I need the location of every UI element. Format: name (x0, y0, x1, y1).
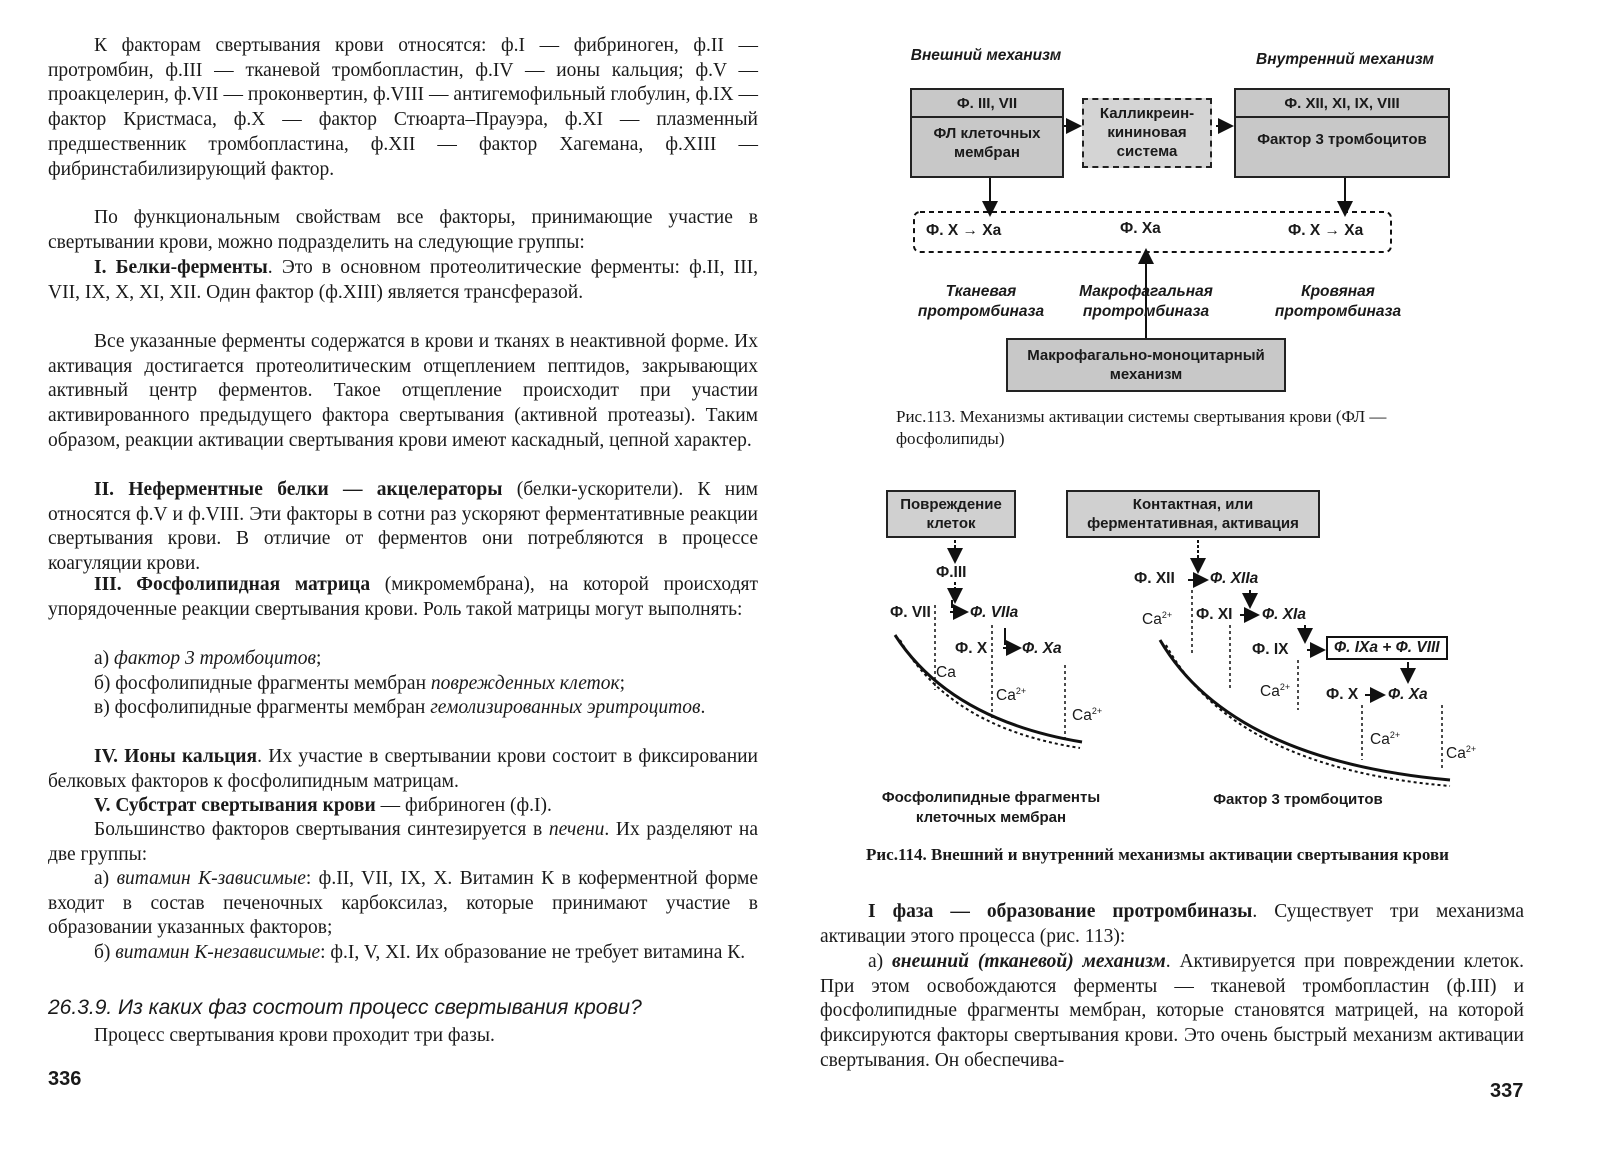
complex-box: Ф. IXa + Ф. VIII (1326, 636, 1448, 660)
fxa-right-114: Ф. Xa (1388, 686, 1428, 703)
fx-left-label: Ф. X → Xa (926, 222, 1002, 239)
phase-one-heading: I фаза — образование протромбиназы (868, 901, 1253, 922)
liver-suffix: . Их разделяют на две группы: (48, 819, 758, 865)
matrix-item-c (48, 696, 758, 721)
vk-indep-text: : ф.I, V, XI. Их образование не требует витамина К. (320, 942, 746, 963)
box-external-bottom: ФЛ клеточных мембран (933, 125, 1041, 161)
paragraph-liver (48, 818, 758, 867)
item-c-prefix: в) фосфолипидные фрагменты мембран (94, 697, 431, 718)
blood-prothrombinase-label: Кровяная протромбиназа (1274, 283, 1402, 320)
figure-113-caption: Рис.113. Механизмы активации системы свертывания крови (ФЛ — фосфолипиды) (896, 407, 1387, 448)
group-enzymes-text: . Это в основном протеолитические ферменты: ф.II, III, VII, IX, X, XI, XII. Один фактор (ф.XIII) является трансферазой. (48, 257, 758, 303)
figure-114-caption: Рис.114. Внешний и внутренний механизмы активации свертывания крови (866, 845, 1449, 864)
group-calcium-text: . Их участие в свертывании крови состоит в фиксировании белковых факторов к фосфолипидным матрицам. (48, 746, 758, 792)
group-calcium-heading: IV. Ионы кальция (94, 746, 258, 767)
page-number-right: 337 (1490, 1080, 1524, 1102)
ca-label: Ca (936, 664, 956, 681)
ca-label: $Ca^{2+}$ (1142, 610, 1173, 629)
group-calcium (48, 745, 758, 794)
platelet-factor3-label: Фактор 3 тромбоцитов (1213, 791, 1383, 808)
box-cell-damage: Повреждение клеток (886, 490, 1016, 538)
matrix-item-a (48, 647, 758, 672)
fxa-left-114: Ф. Xa (1022, 640, 1062, 657)
box-internal-top: Ф. XII, XI, IX, VIII (1236, 90, 1448, 118)
fx-left-114: Ф. X (955, 640, 988, 657)
item-b-suffix: ; (619, 673, 626, 694)
mech-italic: внешний (тканевой) механизм (892, 951, 1166, 972)
group-matrix (48, 573, 758, 622)
external-mechanism-title: Внешний механизм (910, 47, 1062, 64)
box-macrophage-mechanism: Макрофагально-моноцитарный механизм (1006, 338, 1286, 392)
page-number-left: 336 (48, 1068, 82, 1090)
f12-label: Ф. XII (1134, 570, 1175, 587)
group-substrate-text: — фибриноген (ф.I). (375, 795, 552, 816)
paragraph-activation: Все указанные ферменты содержатся в крови и тканях в неактивной форме. Их активация достигается протеолитическим отщеплением пептидов, закрывающих активный центр ферментов. Такое отщепление происходит при участии активированного предыдущего фактора свертывания (активной протеазы). Таким образом, реакции активации свертывания крови имеют каскадный, цепной характер. (48, 331, 758, 451)
ca-label: $Ca^{2+}$ (1260, 682, 1291, 701)
tissue-prothrombinase-label: Тканевая протромбиназа (917, 283, 1045, 320)
ca-label: $Ca^{2+}$ (996, 686, 1027, 705)
fx-right-label: Ф. X → Xa (1288, 222, 1364, 239)
vitamin-k-independent (48, 941, 758, 966)
macrophage-prothrombinase-label: Макрофагальная протромбиназа (1079, 283, 1213, 320)
external-mechanism-paragraph (820, 950, 1524, 1074)
item-c-suffix: . (700, 697, 706, 718)
phase-one-text: . Существует три механизма активации этого процесса (рис. 113): (820, 901, 1524, 947)
vitamin-k-dependent (48, 867, 758, 941)
box-kallikrein: Калликреин-кининовая система (1082, 98, 1212, 168)
item-a-italic: фактор 3 тромбоцитов (114, 648, 316, 669)
vk-dep-text: : ф.II, VII, IX, X. Витамин К в коферментной форме входит в состав печеночных карбоксилаз, которые принимают участие в образовании указанных факторов; (48, 868, 758, 939)
box-internal-bottom: Фактор 3 тромбоцитов (1257, 131, 1427, 148)
phase-one-paragraph (820, 900, 1524, 949)
item-b-italic: поврежденных клеток (430, 673, 620, 694)
vk-dep-prefix: а) (94, 868, 117, 889)
item-a-suffix: ; (315, 648, 322, 669)
f12a-label: Ф. XIIa (1210, 570, 1259, 587)
paragraph-three-phases: Процесс свертывания крови проходит три фазы. (94, 1025, 495, 1046)
right-page (810, 0, 1600, 1154)
group-matrix-text: (микромембрана), на которой происходят упорядоченные реакции свертывания крови. Роль такой матрицы могут выполнять: (48, 574, 758, 620)
mech-text: . Активируется при повреждении клеток. При этом освобождаются ферменты — тканевой тромбопластин (ф.III) и фосфолипидные фрагменты мембран, которые становятся матрицей, на которой фиксируются факторы свертывания крови. Это очень быстрый механизм активации свертывания. Он обеспечива- (820, 951, 1524, 1071)
f3-label: Ф.III (936, 564, 967, 581)
f7a-label: Ф. VIIa (970, 604, 1019, 621)
item-a-prefix: а) (94, 648, 115, 669)
ca-label: $Ca^{2+}$ (1072, 706, 1103, 725)
vk-indep-italic: витамин К-независимые (115, 942, 321, 963)
item-c-italic: гемолизированных эритроцитов (430, 697, 701, 718)
group-enzymes (48, 256, 758, 305)
group-substrate (48, 794, 758, 819)
group-accelerators-heading: II. Неферментные белки — акцелераторы (94, 479, 503, 500)
section-question-heading: 26.3.9. Из каких фаз состоит процесс свертывания крови? (48, 996, 642, 1019)
f11-label: Ф. XI (1196, 606, 1233, 623)
liver-italic: печени (548, 819, 605, 840)
paragraph-groups-intro: По функциональным свойствам все факторы, принимающие участие в свертывании крови, можно подразделить на следующие группы: (48, 207, 758, 253)
group-enzymes-heading: I. Белки-ферменты (94, 257, 268, 278)
box-external-top: Ф. III, VII (912, 90, 1062, 118)
group-accelerators-text: (белки-ускорители). К ним относятся ф.V и ф.VIII. Эти факторы в сотни раз ускоряют ферментативные реакции свертывания крови. В отличие от ферментов они потребляются в процессе коагуляции крови. (48, 479, 758, 575)
f7-label: Ф. VII (890, 604, 931, 621)
phospholipid-fragments-label: Фосфолипидные фрагменты клеточных мембран (881, 789, 1101, 826)
f9-label: Ф. IX (1252, 641, 1289, 658)
box-internal (1234, 88, 1450, 178)
group-accelerators (48, 478, 758, 577)
group-matrix-heading: III. Фосфолипидная матрица (94, 574, 371, 595)
ca-label: $Ca^{2+}$ (1446, 744, 1477, 763)
box-external (910, 88, 1064, 178)
item-b-prefix: б) фосфолипидные фрагменты мембран (94, 673, 431, 694)
internal-mechanism-title: Внутренний механизм (1256, 51, 1434, 68)
vk-indep-prefix: б) (94, 942, 116, 963)
f11a-label: Ф. XIa (1262, 606, 1306, 623)
box-contact-activation: Контактная, или ферментативная, активация (1066, 490, 1320, 538)
matrix-item-b (48, 672, 758, 697)
fx-right-114: Ф. X (1326, 686, 1359, 703)
vk-dep-italic: витамин К-зависимые (116, 868, 306, 889)
fx-mid-label: Ф. Xa (1120, 220, 1161, 237)
group-substrate-heading: V. Субстрат свертывания крови (94, 795, 376, 816)
membrane-curve-right (1160, 640, 1450, 780)
paragraph-factors-list: К факторам свертывания крови относятся: ф.I — фибриноген, ф.II — протромбин, ф.III — тканевой тромбопластин, ф.IV — ионы кальция; ф.V — проакцелерин, ф.VII — проконвертин, ф.VIII — антигемофильный глобулин, ф.IX — фактор Кристмаса, ф.X — фактор Стюарта–Прауэра, ф.XI — плазменный предшественник тромбопластина, ф.XII — фактор Хагемана, ф.XIII — фибринстабилизирующий фактор. (48, 35, 758, 180)
liver-prefix: Большинство факторов свертывания синтезируется в (94, 819, 549, 840)
mech-prefix: а) (868, 951, 893, 972)
ca-label: $Ca^{2+}$ (1370, 730, 1401, 749)
